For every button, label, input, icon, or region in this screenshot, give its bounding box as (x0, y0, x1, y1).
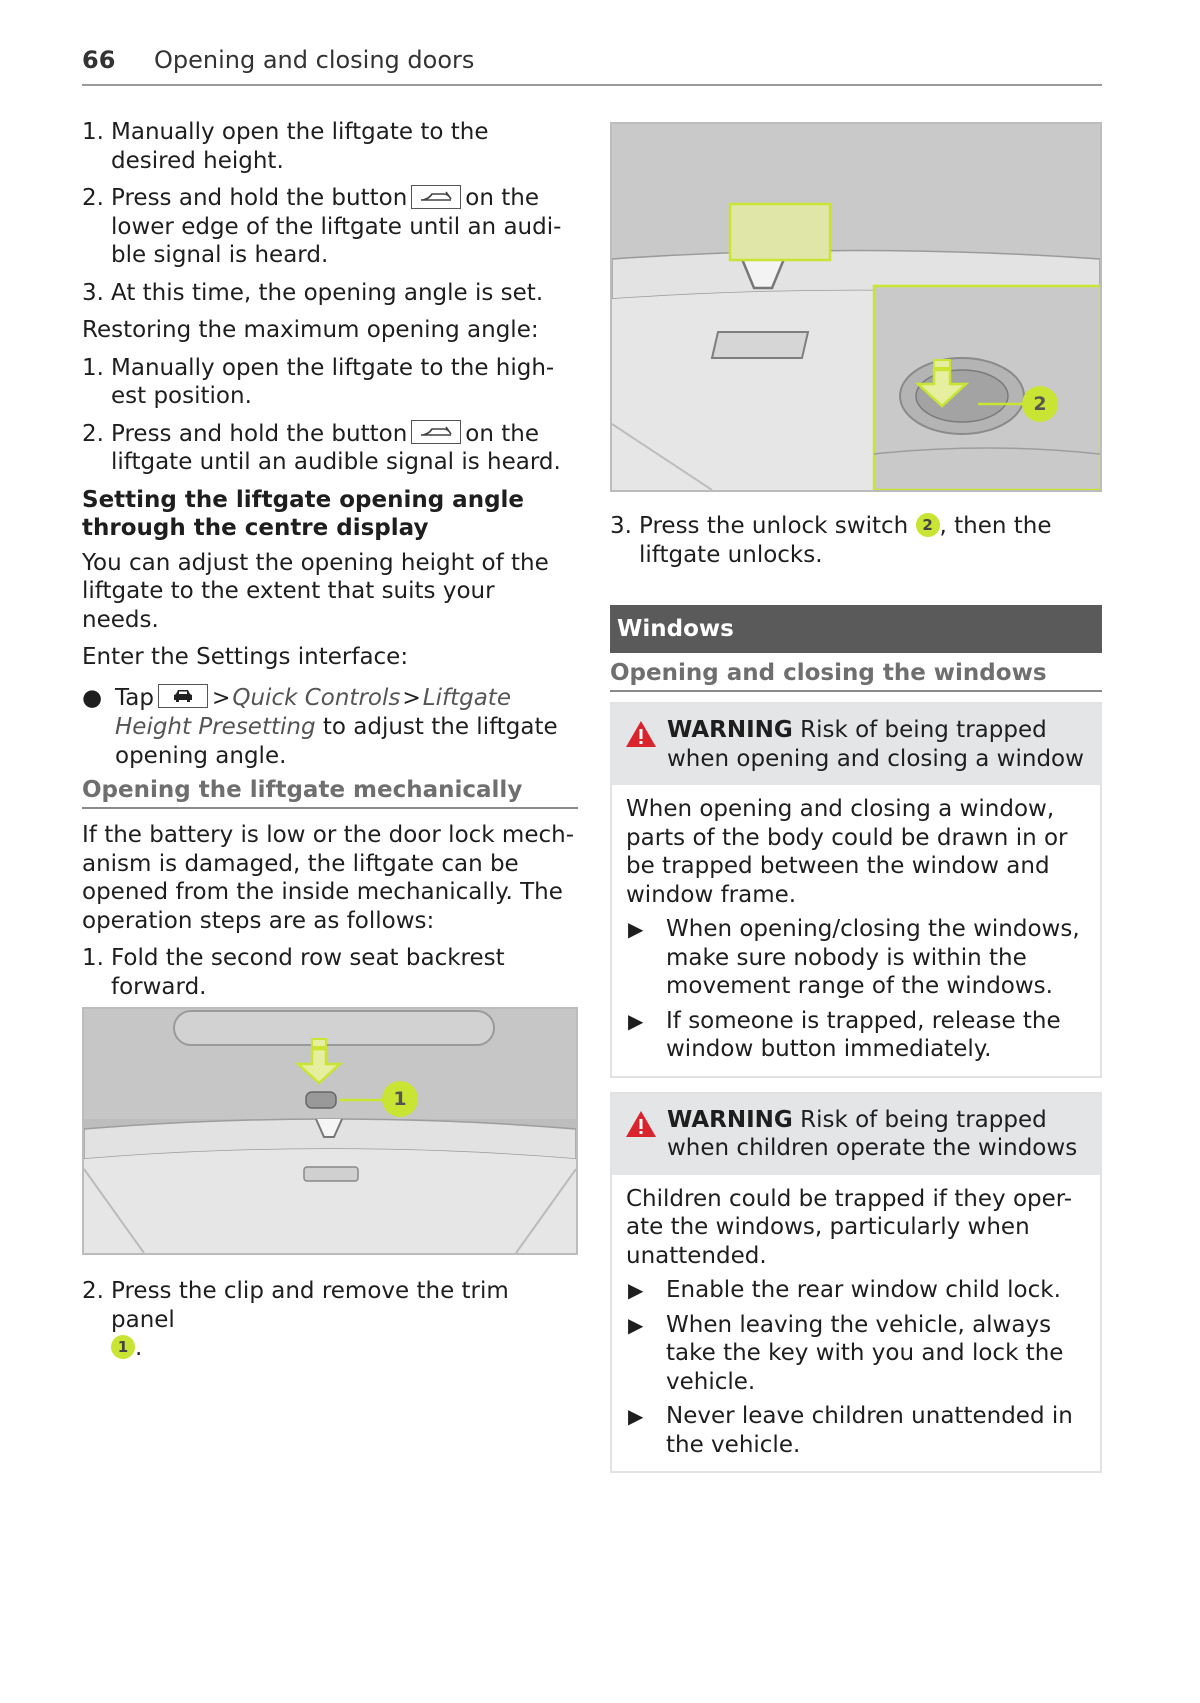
list-item: 1. Fold the second row seat backrest forward. (82, 945, 505, 1000)
warning-icon (624, 1109, 658, 1139)
chevron-right-icon: > (402, 685, 421, 711)
liftgate-button-icon (411, 420, 461, 444)
callout-marker: 2 (916, 513, 940, 537)
bullet-item: ● Tap >Quick Controls>Liftgate Height Presetting to adjust the liftgate opening angle. (82, 684, 558, 769)
list-item: ▶ When leaving the vehicle, always take the key with you and lock the vehicle. (628, 1311, 1064, 1395)
warning-title: Risk of being trapped when opening and closing a window (667, 717, 1084, 772)
left-column (82, 118, 578, 1372)
list-item: 1. Manually open the liftgate to the desired height. (82, 119, 489, 174)
warning-text: Children could be trapped if they oper-ate the windows, particularly when unattended. (626, 1185, 1073, 1269)
arrow-bullet-icon: ▶ (628, 917, 644, 941)
list-item: ▶ Enable the rear window child lock. (628, 1277, 1061, 1303)
chapter-title: Opening and closing doors (154, 46, 475, 74)
page-number: 66 (82, 46, 116, 74)
warning-label: WARNING (667, 717, 793, 743)
mechanical-heading: Opening the liftgate mechanically (82, 776, 578, 809)
list-item: 2. Press the clip and remove the trim panel 1 . (82, 1278, 509, 1361)
warning-text: When opening and closing a window, parts of the body could be drawn in or be trapped between the window and window frame. (626, 796, 1068, 908)
warning-header (612, 704, 1100, 785)
section-title: Windows (610, 605, 1102, 653)
page-header (82, 44, 1102, 86)
mechanical-text: If the battery is low or the door lock mech-anism is damaged, the liftgate can be opened from the inside mechanically. The operation steps are as follows: (82, 822, 574, 934)
warning-box (610, 702, 1102, 1078)
arrow-bullet-icon: ▶ (628, 1404, 644, 1428)
subsection-title: Opening and closing the windows (610, 659, 1102, 692)
warning-title: Risk of being trapped when children operate the windows (667, 1106, 1078, 1161)
warning-body (612, 785, 1100, 1076)
warning-icon (624, 719, 658, 749)
enter-settings-text: Enter the Settings interface: (82, 644, 409, 670)
warning-header (612, 1094, 1100, 1175)
arrow-bullet-icon: ▶ (628, 1312, 644, 1337)
list-item: 3. Press the unlock switch 2 , then the liftgate unlocks. (610, 513, 1052, 568)
warning-label: WARNING (667, 1106, 793, 1133)
arrow-bullet-icon: ▶ (628, 1008, 644, 1033)
figure-callout-2: 2 (1022, 386, 1058, 422)
list-item: ▶ Never leave children unattended in the vehicle. (628, 1403, 1073, 1458)
trim-panel-illustration (84, 1009, 576, 1253)
list-item: ▶ If someone is trapped, release the window button immediately. (628, 1007, 1061, 1062)
trim-panel-figure (82, 1007, 578, 1255)
chevron-right-icon: > (211, 685, 231, 711)
restore-label: Restoring the maximum opening angle: (82, 317, 539, 343)
warning-box (610, 1092, 1102, 1474)
right-column (610, 122, 1102, 1487)
unlock-switch-illustration (612, 124, 1100, 490)
callout-marker: 1 (111, 1335, 135, 1359)
unlock-switch-figure (610, 122, 1102, 492)
list-item: 3. At this time, the opening angle is set. (82, 279, 544, 306)
figure-callout-1: 1 (382, 1081, 418, 1117)
display-text: You can adjust the opening height of the liftgate to the extent that suits your needs. (82, 549, 549, 633)
list-item: ▶ When opening/closing the windows, make sure nobody is within the movement range of the windows. (628, 916, 1080, 999)
list-item: 2. Press and hold the button on the lower edge of the liftgate until an audi-ble signal is heard. (82, 185, 562, 268)
liftgate-button-icon (411, 185, 461, 209)
list-item: 1. Manually open the liftgate to the high-est position. (82, 354, 555, 409)
warning-body (612, 1175, 1100, 1472)
arrow-bullet-icon: ▶ (628, 1278, 644, 1302)
list-item: 2. Press and hold the button on the liftgate until an audible signal is heard. (82, 420, 561, 475)
car-icon (158, 684, 208, 708)
display-heading: Setting the liftgate opening angle through the centre display (82, 486, 525, 541)
bullet-dot: ● (82, 684, 103, 711)
